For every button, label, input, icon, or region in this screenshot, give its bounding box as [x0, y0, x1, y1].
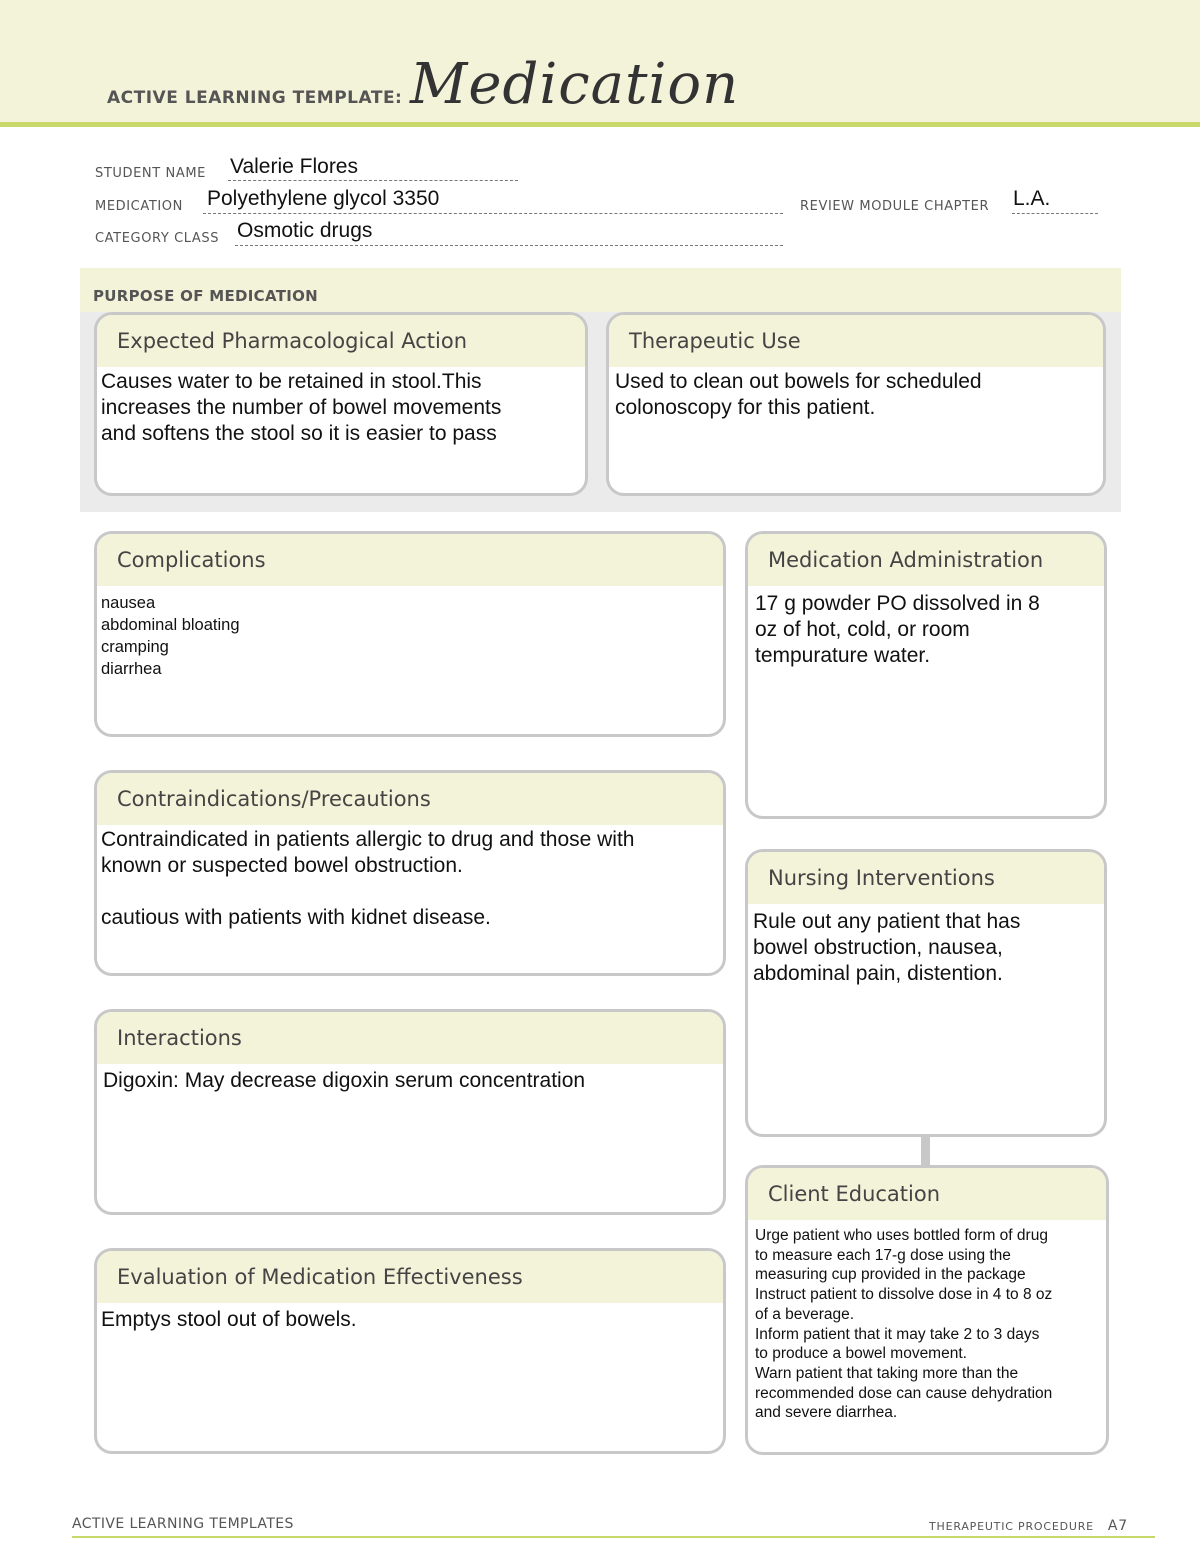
card-title: Nursing Interventions	[768, 866, 995, 890]
complications-card	[94, 531, 726, 737]
medication-administration-text[interactable]: 17 g powder PO dissolved in 8 oz of hot, cold, or room tempurature water.	[755, 592, 1040, 667]
medication-field[interactable]: Polyethylene glycol 3350	[207, 187, 440, 210]
purpose-label: PURPOSE OF MEDICATION	[93, 287, 319, 305]
card-title: Client Education	[768, 1182, 941, 1206]
contraindications-card	[94, 770, 726, 976]
complications-text[interactable]: nausea abdominal bloating cramping diarrhea	[101, 594, 240, 678]
medication-administration-card	[745, 531, 1107, 819]
footer-left: ACTIVE LEARNING TEMPLATES	[72, 1516, 294, 1532]
footer-right	[929, 1518, 1128, 1534]
nursing-interventions-text[interactable]: Rule out any patient that has bowel obstruction, nausea, abdominal pain, distention.	[753, 910, 1021, 985]
template-label: ACTIVE LEARNING TEMPLATE:	[107, 88, 403, 108]
card-title: Expected Pharmacological Action	[117, 329, 468, 353]
interactions-text[interactable]: Digoxin: May decrease digoxin serum concentration	[103, 1069, 586, 1092]
card-title: Contraindications/Precautions	[117, 787, 431, 811]
header-rule	[0, 122, 1200, 127]
review-module-line	[1012, 213, 1098, 214]
category-class-line	[235, 245, 783, 246]
footer-section: THERAPEUTIC PROCEDURE	[928, 1520, 1094, 1533]
nursing-interventions-card	[745, 849, 1107, 1137]
category-class-label: CATEGORY CLASS	[95, 231, 220, 246]
page-title: Medication	[410, 52, 740, 117]
medication-label: MEDICATION	[95, 199, 183, 214]
student-name-field[interactable]: Valerie Flores	[230, 155, 358, 178]
review-module-field[interactable]: L.A.	[1013, 187, 1051, 210]
card-title: Complications	[117, 548, 266, 572]
review-module-label: REVIEW MODULE CHAPTER	[800, 199, 990, 214]
evaluation-card	[94, 1248, 726, 1454]
medication-line	[203, 213, 783, 214]
student-name-line	[228, 180, 518, 181]
card-title: Medication Administration	[768, 548, 1044, 572]
client-education-text[interactable]: Urge patient who uses bottled form of drug to measure each 17-g dose using the measuring cup provided in the package Instruct patient to dissolve dose in 4 to 8 oz of a beverage. Inform patient that it may take 2 to 3 days to produce a bowel movement. Warn patient that taking more than the recommended dose can cause dehydration and severe diarrhea.	[755, 1227, 1053, 1422]
card-title: Therapeutic Use	[629, 329, 801, 353]
card-title: Interactions	[117, 1026, 242, 1050]
student-name-label: STUDENT NAME	[95, 166, 206, 181]
therapeutic-use-card	[606, 312, 1106, 496]
evaluation-text[interactable]: Emptys stool out of bowels.	[101, 1308, 357, 1331]
interactions-card	[94, 1009, 726, 1215]
category-class-field[interactable]: Osmotic drugs	[237, 219, 373, 242]
client-education-card	[745, 1165, 1109, 1455]
contraindications-text[interactable]: Contraindicated in patients allergic to drug and those with known or suspected bowel obstruction. cautious with patients with kidnet disease.	[101, 828, 635, 929]
page-number: A7	[1107, 1518, 1128, 1534]
connector-bar	[921, 1134, 930, 1168]
card-title: Evaluation of Medication Effectiveness	[117, 1265, 523, 1289]
footer-rule	[72, 1536, 1155, 1538]
therapeutic-use-text[interactable]: Used to clean out bowels for scheduled colonoscopy for this patient.	[615, 370, 982, 419]
expected-action-text[interactable]: Causes water to be retained in stool.This increases the number of bowel movements and softens the stool so it is easier to pass	[101, 370, 502, 445]
expected-action-card	[94, 312, 588, 496]
